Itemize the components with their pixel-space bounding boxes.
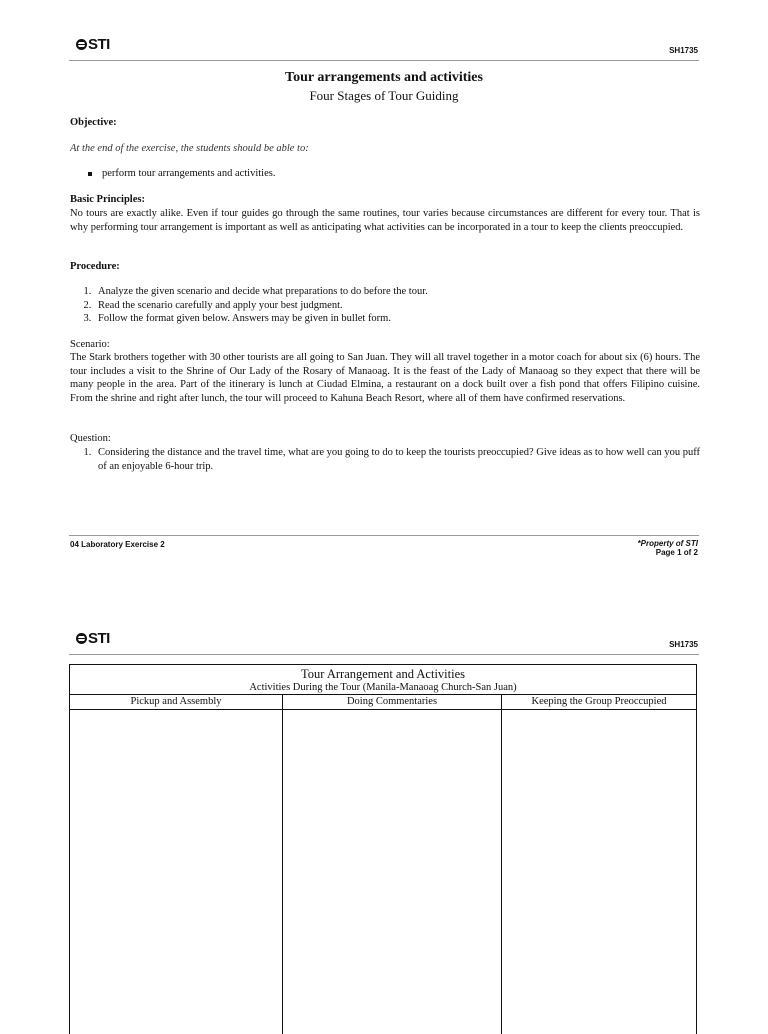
document-code: SH1735: [669, 640, 698, 649]
question-label: Question:: [70, 433, 111, 444]
footer-page-number: Page 1 of 2: [655, 548, 698, 557]
objective-item: [88, 168, 275, 179]
column-pickup: [70, 695, 283, 1034]
document-code: SH1735: [669, 46, 698, 55]
page-2: [0, 566, 768, 1024]
globe-icon: [76, 39, 87, 50]
logo-text: STI: [88, 630, 110, 647]
scenario-text: The Stark brothers together with 30 other tourists are all going to San Juan. They will all travel together in a motor coach for about six (6) hours. The tour includes a visit to the Shrine of Our Lady of the Rosary of Manaoag. It is the feast of the Lady of Manaoag so they expect that there will be many people in the area. Part of the itinerary is lunch at Ciudad Elmina, a restaurant on a dock built over a fish pond that offers Filipino cuisine. From the shrine and right after lunch, the tour will proceed to Kahuna Beach Resort, where all of them have confirmed reservations.: [70, 352, 700, 404]
objective-item-text: perform tour arrangements and activities.: [102, 168, 276, 179]
page-title: Tour arrangements and activities: [285, 70, 483, 85]
table-subtitle: Activities During the Tour (Manila-Manaoag Church-San Juan): [70, 681, 696, 695]
scenario-label: Scenario:: [70, 339, 110, 350]
footer-property: *Property of STI: [637, 539, 698, 548]
footer-exercise-label: 04 Laboratory Exercise 2: [70, 540, 165, 549]
column-header: Keeping the Group Preoccupied: [502, 695, 696, 710]
column-header: Doing Commentaries: [283, 695, 501, 710]
question-item: 1. Considering the distance and the travel time, what are you going to do to keep the tourists preoccupied? Give ideas as to how well can you puff of an enjoyable 6-hour trip.: [94, 446, 700, 473]
principles-text: No tours are exactly alike. Even if tour guides go through the same routines, tour varies because circumstances are different for every tour. That is why performing tour arrangement is important as well as anticipating what activities can be incorporated in a tour to keep the clients preoccupied.: [70, 208, 700, 233]
footer-rule: [69, 535, 699, 536]
sti-logo: [76, 630, 110, 647]
question-list: [70, 446, 700, 473]
objective-label: Objective:: [70, 117, 117, 128]
sti-logo: [76, 36, 110, 53]
table-title: Tour Arrangement and Activities: [300, 667, 465, 681]
column-commentaries: [283, 695, 502, 1034]
procedure-item: 2. Read the scenario carefully and apply your best judgment.: [94, 299, 700, 313]
procedure-item: 3. Follow the format given below. Answers may be given in bullet form.: [94, 312, 700, 326]
footer-right: [638, 539, 698, 557]
globe-icon: [76, 633, 87, 644]
header-rule: [69, 60, 699, 61]
procedure-list: [70, 285, 700, 326]
header-rule: [69, 654, 699, 655]
objective-intro: At the end of the exercise, the students should be able to:: [70, 143, 309, 154]
procedure-item: 1. Analyze the given scenario and decide what preparations to do before the tour.: [94, 285, 700, 299]
principles-label: Basic Principles:: [70, 194, 145, 205]
column-header: Pickup and Assembly: [70, 695, 282, 710]
column-preoccupied: [502, 695, 696, 1034]
procedure-label: Procedure:: [70, 261, 120, 272]
bullet-icon: [88, 172, 92, 176]
logo-text: STI: [88, 36, 110, 53]
activities-table: [69, 664, 697, 1034]
page-subtitle: Four Stages of Tour Guiding: [309, 88, 459, 103]
